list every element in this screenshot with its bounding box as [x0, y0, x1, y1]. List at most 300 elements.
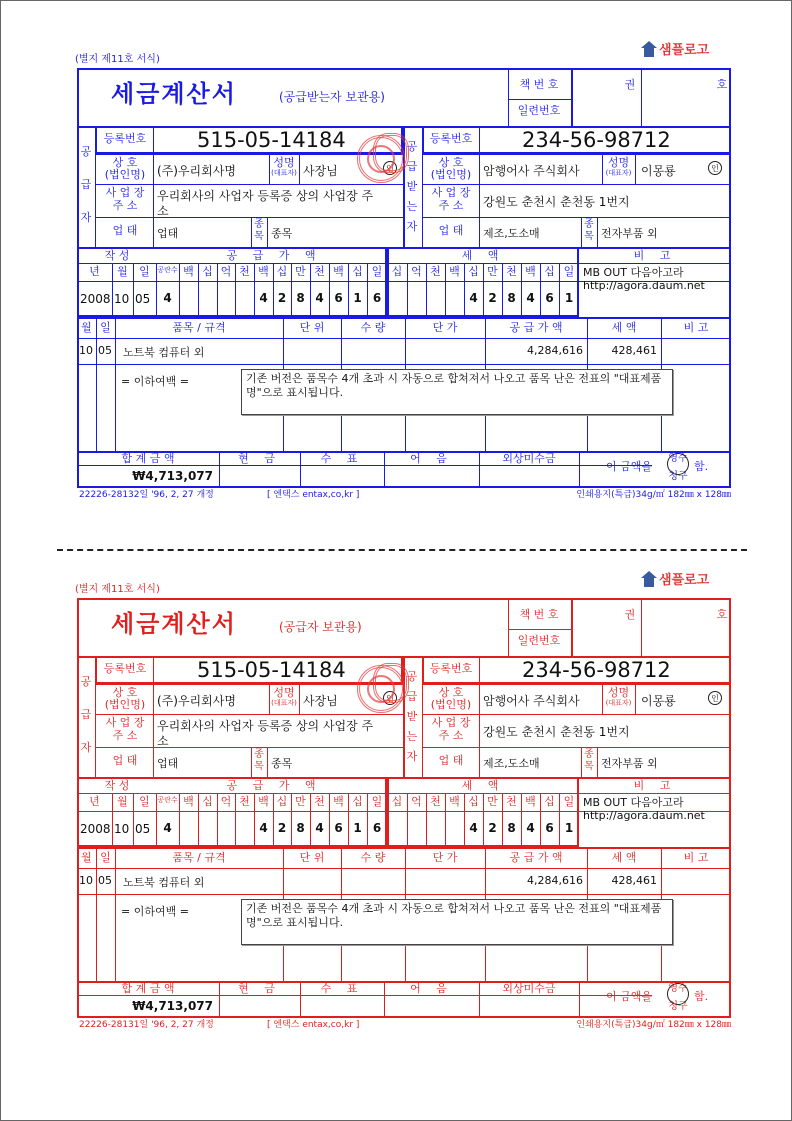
supply-digit-head: 억 [220, 265, 232, 278]
receipt-word: 영수 [668, 453, 688, 464]
supplier-side-char: 공 [80, 145, 92, 158]
tax-digit-head: 만 [487, 795, 498, 808]
rule-v [299, 684, 300, 714]
rule-v [422, 656, 423, 777]
tax-digit: 4 [469, 291, 478, 305]
rule-h [422, 154, 731, 155]
buyer-reg-label: 등록번호 [429, 132, 473, 145]
items-column-head: 일 [100, 321, 111, 334]
items-column-head: 월 [81, 321, 92, 334]
rule-h [77, 465, 652, 466]
supplier-side-char: 급 [80, 178, 92, 191]
items-column-head: 품목 / 규격 [172, 851, 226, 864]
items-column-head: 품목 / 규격 [172, 321, 226, 334]
house-base [644, 48, 654, 57]
rule-v [115, 847, 116, 981]
credit-label: 외상미수금 [502, 982, 556, 995]
written-month: 10 [114, 292, 130, 306]
tax-digit-head: 일 [563, 265, 575, 278]
check-label: 수 표 [320, 982, 364, 995]
ho-label: 호 [716, 608, 728, 621]
supply-digit: 6 [334, 821, 343, 835]
supplier-company: (주)우리회사명 [157, 694, 236, 708]
tax-digit-head: 십 [468, 795, 479, 808]
item-day: 05 [98, 344, 112, 357]
date-head: 월 [117, 265, 128, 278]
blank-below: = 이하여백 = [121, 375, 189, 388]
supplier-type-label: 업 태 [112, 754, 138, 767]
supply-digit: 8 [296, 291, 305, 305]
written-year: 2008 [80, 822, 111, 836]
rule-h [95, 747, 403, 748]
supply-digit-head: 백 [183, 795, 194, 808]
item-tax: 428,461 [611, 874, 657, 887]
buyer-type-label: 업 태 [438, 224, 464, 237]
footer-entax: [ 엔택스 entax,co,kr ] [267, 1020, 360, 1030]
tax-digit-head: 천 [506, 795, 517, 808]
items-column-head: 비 고 [683, 321, 709, 334]
tax-digit-head: 천 [430, 795, 441, 808]
items-column-head: 수 량 [360, 321, 386, 334]
supplier-business-type: 업태 [157, 227, 179, 240]
receipt-circle [667, 453, 689, 475]
supply-digit-head: 십 [202, 265, 213, 278]
supply-digit-head: 만 [295, 265, 306, 278]
rule-h [508, 629, 571, 630]
supply-digit: 6 [334, 291, 343, 305]
supply-digit: 6 [372, 291, 382, 305]
tax-digit-head: 십 [391, 265, 403, 278]
buyer-company: 암행어사 주식회사 [483, 694, 580, 708]
supply-amount-label: 공 급 가 액 [226, 779, 322, 792]
supply-digit: 4 [259, 821, 268, 835]
total-label: 합 계 금 액 [121, 982, 175, 995]
buyer-reg-number: 234-56-98712 [522, 658, 671, 682]
form-number: (별지 제11호 서식) [75, 584, 160, 595]
rule-h [77, 847, 731, 849]
buyer-item-label2: 목 [584, 761, 594, 772]
buyer-side-char: 받 [406, 180, 418, 193]
supplier-business-item: 종목 [271, 227, 293, 240]
rule-v [571, 70, 573, 126]
serial-number-label: 일련번호 [517, 634, 561, 647]
items-column-head: 세 액 [611, 851, 637, 864]
note-label: 비 고 [633, 249, 677, 262]
rule-v [96, 317, 97, 451]
house-icon [641, 41, 657, 57]
supply-digit-head: 백 [183, 265, 194, 278]
supply-digit: 8 [296, 821, 305, 835]
supply-digit: 1 [353, 291, 362, 305]
buyer-address-label: 사 업 장 [431, 716, 471, 729]
supply-digit-head: 백 [258, 265, 269, 278]
buyer-name-sub: (대표자) [605, 169, 632, 177]
rule-v [641, 600, 642, 656]
form-subtitle: (공급받는자 보관용) [279, 90, 385, 104]
supply-digit-head: 십 [202, 795, 213, 808]
tax-amount-label: 세 액 [461, 779, 505, 792]
book-number-label: 책 번 호 [519, 608, 559, 621]
rule-v [299, 154, 300, 184]
rule-v [579, 451, 580, 488]
buyer-item-label2: 목 [584, 231, 594, 242]
item-name: 노트북 컴퓨터 외 [123, 346, 205, 359]
note-text: MB OUT 다음아고라 http://agora.daum.net [583, 266, 705, 292]
supply-digit-head: 십 [276, 795, 288, 808]
tax-digit-head: 일 [563, 795, 575, 808]
supply-digit-head: 십 [352, 265, 363, 278]
claim-end: 함. [693, 990, 709, 1003]
logo-text: 샘플로고 [659, 43, 710, 58]
supply-digit-head: 천 [314, 265, 325, 278]
supply-digit-head: 일 [371, 265, 383, 278]
brand-logo [641, 39, 709, 58]
tax-digit: 2 [488, 821, 497, 835]
date-head: 일 [139, 795, 150, 808]
form-title: 세금계산서 [111, 80, 237, 108]
receipt-circle [667, 983, 689, 1005]
buyer-seal-mark: 인 [708, 161, 722, 175]
supplier-address-line2: 소 [157, 204, 169, 218]
rule-v [579, 981, 580, 1018]
item-month: 10 [79, 344, 93, 357]
buyer-name: 이몽룡 [641, 694, 676, 708]
rule-h [422, 684, 731, 685]
supplier-company-sub: (법인명) [104, 698, 146, 711]
rule-v [479, 656, 480, 777]
tax-digit: 4 [526, 291, 535, 305]
supplier-reg-label: 등록번호 [103, 662, 147, 675]
supplier-name-sub: (대표자) [271, 699, 297, 707]
supplier-business-item: 종목 [271, 757, 293, 770]
supplier-address-label: 사 업 장 [105, 186, 145, 199]
buyer-side-char: 급 [406, 160, 418, 173]
written-day: 05 [135, 822, 151, 836]
tax-digit: 1 [564, 821, 574, 835]
supply-digit: 2 [277, 821, 287, 835]
items-column-head: 일 [100, 851, 111, 864]
blank-count-head: 공란수 [157, 266, 178, 274]
claim-text: 이 금액을 [605, 460, 652, 473]
buyer-business-type: 제조,도소매 [483, 227, 540, 240]
written-date-label: 작 성 [104, 249, 130, 262]
buyer-reg-label: 등록번호 [429, 662, 473, 675]
info-tooltip: 기존 버전은 품목수 4개 초과 시 자동으로 합쳐져서 나오고 품목 난은 전표의 "대표제품명"으로 표시됩니다. [241, 369, 673, 415]
rule-h [422, 217, 731, 218]
rule-h [422, 714, 731, 715]
tax-digit-head: 억 [411, 795, 422, 808]
buyer-side-char: 공 [406, 670, 418, 683]
rule-v [153, 126, 154, 247]
rule-h [77, 364, 731, 365]
supplier-item-label: 종 [254, 219, 264, 230]
supplier-address: 우리회사의 사업자 등록증 상의 사업장 주 [157, 189, 374, 203]
footer-entax: [ 엔택스 entax,co,kr ] [267, 490, 360, 500]
company-seal-stamp-2 [373, 133, 409, 173]
buyer-side-char: 받 [406, 710, 418, 723]
buyer-type-label: 업 태 [438, 754, 464, 767]
claim-end: 함. [693, 460, 709, 473]
supplier-side-char: 공 [80, 675, 92, 688]
total-amount: ₩4,713,077 [132, 999, 213, 1013]
note-label: 비 고 [633, 779, 677, 792]
rule-h [77, 338, 731, 339]
tax-digit-head: 십 [391, 795, 403, 808]
tax-digit-head: 백 [449, 795, 460, 808]
cash-label: 현 금 [238, 452, 281, 465]
supplier-company-sub: (법인명) [104, 168, 146, 181]
date-head: 일 [139, 265, 150, 278]
written-year: 2008 [80, 292, 111, 306]
blank-below: = 이하여백 = [121, 905, 189, 918]
footer-paper: 인쇄용지(특급)34g/㎡ 182㎜ x 128㎜ [576, 1020, 731, 1030]
tax-digit: 4 [469, 821, 478, 835]
buyer-address: 강원도 춘천시 춘천동 1번지 [483, 195, 630, 209]
rule-v [96, 847, 97, 981]
supply-digit: 1 [353, 821, 362, 835]
buyer-name-label: 성명 [607, 156, 630, 169]
written-date-label: 작 성 [104, 779, 130, 792]
buyer-item-label: 종 [584, 219, 594, 230]
form-title: 세금계산서 [111, 610, 237, 638]
item-name: 노트북 컴퓨터 외 [123, 876, 205, 889]
rule-v [422, 126, 423, 247]
info-tooltip: 기존 버전은 품목수 4개 초과 시 자동으로 합쳐져서 나오고 품목 난은 전표의 "대표제품명"으로 표시됩니다. [241, 899, 673, 945]
supplier-name-label: 성명 [273, 686, 295, 699]
tax-digit: 6 [545, 821, 554, 835]
buyer-seal-mark: 인 [708, 691, 722, 705]
items-column-head: 단 위 [299, 851, 325, 864]
written-month: 10 [114, 822, 130, 836]
rule-h [77, 868, 731, 869]
invoice-form-blue [1, 1, 792, 511]
tax-digit-head: 십 [544, 265, 555, 278]
cut-line [57, 549, 747, 551]
supplier-name: 사장님 [303, 164, 338, 178]
claim-text: 이 금액을 [605, 990, 652, 1003]
tax-digit-head: 십 [468, 265, 479, 278]
supply-digit: 2 [277, 291, 287, 305]
tax-digit-head: 백 [449, 265, 460, 278]
buyer-company-sub: (법인명) [430, 168, 472, 181]
supply-digit-head: 십 [276, 265, 288, 278]
house-icon [641, 571, 657, 587]
supplier-side-char: 자 [80, 741, 92, 754]
tax-digit: 4 [526, 821, 535, 835]
tax-digit: 8 [507, 821, 516, 835]
supplier-item-label: 종 [254, 749, 264, 760]
rule-h [77, 894, 731, 895]
buyer-name-sub: (대표자) [605, 699, 632, 707]
items-column-head: 월 [81, 851, 92, 864]
volume-label: 권 [624, 608, 636, 621]
items-column-head: 세 액 [611, 321, 637, 334]
buyer-name: 이몽룡 [641, 164, 676, 178]
item-supply: 4,284,616 [527, 874, 583, 887]
buyer-side-char: 급 [406, 690, 418, 703]
date-head: 년 [89, 795, 100, 808]
supplier-business-type: 업태 [157, 757, 179, 770]
item-supply: 4,284,616 [527, 344, 583, 357]
bill-label: 어 음 [410, 452, 453, 465]
supply-digit: 4 [315, 291, 324, 305]
buyer-side-char: 자 [406, 220, 418, 233]
buyer-company: 암행어사 주식회사 [483, 164, 580, 178]
blank-count-head: 공란수 [157, 796, 178, 804]
rule-v [95, 126, 96, 247]
supplier-address-label2: 주 소 [112, 199, 138, 212]
buyer-name-label: 성명 [607, 686, 630, 699]
tax-digit-head: 백 [525, 265, 536, 278]
supply-digit-head: 백 [258, 795, 269, 808]
supplier-seal-mark: 인 [383, 161, 397, 175]
tax-amount-label: 세 액 [461, 249, 505, 262]
buyer-address-label2: 주 소 [438, 199, 464, 212]
cash-label: 현 금 [238, 982, 281, 995]
rule-h [95, 714, 403, 715]
bill-label: 어 음 [410, 982, 453, 995]
supplier-reg-number: 515-05-14184 [197, 658, 346, 682]
supplier-company-label: 상 호 [112, 686, 138, 699]
rule-h [95, 184, 403, 185]
buyer-side-char: 는 [406, 200, 418, 213]
tax-digit: 1 [564, 291, 574, 305]
supplier-side-char: 자 [80, 211, 92, 224]
buyer-company-label: 상 호 [438, 156, 464, 169]
rule-v [115, 317, 116, 451]
invoice-form-red [1, 531, 792, 1041]
supply-amount-label: 공 급 가 액 [226, 249, 322, 262]
rule-v [267, 747, 268, 777]
form-subtitle: (공급자 보관용) [279, 620, 362, 634]
rule-v [597, 747, 598, 777]
note-text: MB OUT 다음아고라 http://agora.daum.net [583, 796, 705, 822]
ho-label: 호 [716, 78, 728, 91]
house-base [644, 578, 654, 587]
rule-v [153, 656, 154, 777]
footer-paper: 인쇄용지(특급)34g/㎡ 182㎜ x 128㎜ [576, 490, 731, 500]
tax-digit: 8 [507, 291, 516, 305]
supply-digit-head: 백 [333, 795, 344, 808]
written-day: 05 [135, 292, 151, 306]
rule-v [597, 217, 598, 247]
buyer-company-sub: (법인명) [430, 698, 472, 711]
rule-h [422, 184, 731, 185]
tax-digit-head: 억 [411, 265, 422, 278]
supply-digit-head: 천 [239, 795, 250, 808]
rule-v [95, 656, 96, 777]
supply-digit: 4 [315, 821, 324, 835]
supplier-name: 사장님 [303, 694, 338, 708]
rule-v [635, 154, 636, 184]
receipt-word: 영수 [668, 983, 688, 994]
form-number: (별지 제11호 서식) [75, 54, 160, 65]
tax-digit-head: 만 [487, 265, 498, 278]
items-column-head: 단 위 [299, 321, 325, 334]
blank-count: 4 [163, 291, 172, 305]
buyer-item-label: 종 [584, 749, 594, 760]
supplier-side-char: 급 [80, 708, 92, 721]
supplier-seal-mark: 인 [383, 691, 397, 705]
item-day: 05 [98, 874, 112, 887]
rule-v [571, 600, 573, 656]
buyer-side-char: 공 [406, 140, 418, 153]
total-amount: ₩4,713,077 [132, 469, 213, 483]
supplier-address-line2: 소 [157, 734, 169, 748]
supply-digit-head: 천 [314, 795, 325, 808]
rule-h [422, 747, 731, 748]
credit-label: 외상미수금 [502, 452, 556, 465]
supplier-item-label2: 목 [254, 761, 264, 772]
rule-h [77, 995, 652, 996]
footer-revision: 22226-28132일 '96, 2, 27 개정 [79, 490, 214, 500]
supplier-reg-number: 515-05-14184 [197, 128, 346, 152]
supply-digit-head: 천 [239, 265, 250, 278]
house-roof [641, 571, 657, 578]
footer-revision: 22226-28131일 '96, 2, 27 개정 [79, 1020, 214, 1030]
total-label: 합 계 금 액 [121, 452, 175, 465]
volume-label: 권 [624, 78, 636, 91]
tax-digit-head: 천 [506, 265, 517, 278]
supply-digit: 4 [259, 291, 268, 305]
items-column-head: 수 량 [360, 851, 386, 864]
tax-digit-head: 백 [525, 795, 536, 808]
house-roof [641, 41, 657, 48]
items-column-head: 비 고 [683, 851, 709, 864]
supplier-company-label: 상 호 [112, 156, 138, 169]
item-tax: 428,461 [611, 344, 657, 357]
tax-digit: 2 [488, 291, 497, 305]
rule-h [508, 99, 571, 100]
supplier-address-label: 사 업 장 [105, 716, 145, 729]
item-month: 10 [79, 874, 93, 887]
supply-digit: 6 [372, 821, 382, 835]
supply-digit-head: 일 [371, 795, 383, 808]
supplier-address-label2: 주 소 [112, 729, 138, 742]
rule-v [635, 684, 636, 714]
logo-text: 샘플로고 [659, 573, 710, 588]
tax-digit-head: 천 [430, 265, 441, 278]
supply-digit-head: 억 [220, 795, 232, 808]
buyer-address-label: 사 업 장 [431, 186, 471, 199]
tax-digit: 6 [545, 291, 554, 305]
supplier-name-label: 성명 [273, 156, 295, 169]
buyer-business-item: 전자부품 외 [601, 227, 658, 240]
blank-count: 4 [163, 821, 172, 835]
buyer-company-label: 상 호 [438, 686, 464, 699]
claim-word: 청구 [668, 1001, 688, 1012]
supplier-reg-label: 등록번호 [103, 132, 147, 145]
buyer-business-type: 제조,도소매 [483, 757, 540, 770]
rule-v [267, 217, 268, 247]
tax-digit-head: 십 [544, 795, 555, 808]
check-label: 수 표 [320, 452, 364, 465]
company-seal-stamp-2 [373, 663, 409, 703]
supply-digit-head: 백 [333, 265, 344, 278]
items-column-head: 단 가 [432, 321, 458, 334]
brand-logo [641, 569, 709, 588]
claim-word: 청구 [668, 471, 688, 482]
buyer-business-item: 전자부품 외 [601, 757, 658, 770]
supply-digit-head: 만 [295, 795, 306, 808]
rule-v [641, 70, 642, 126]
supplier-type-label: 업 태 [112, 224, 138, 237]
items-column-head: 공 급 가 액 [509, 321, 563, 334]
date-head: 년 [89, 265, 100, 278]
items-column-head: 공 급 가 액 [509, 851, 563, 864]
serial-number-label: 일련번호 [517, 104, 561, 117]
supply-digit-head: 십 [352, 795, 363, 808]
